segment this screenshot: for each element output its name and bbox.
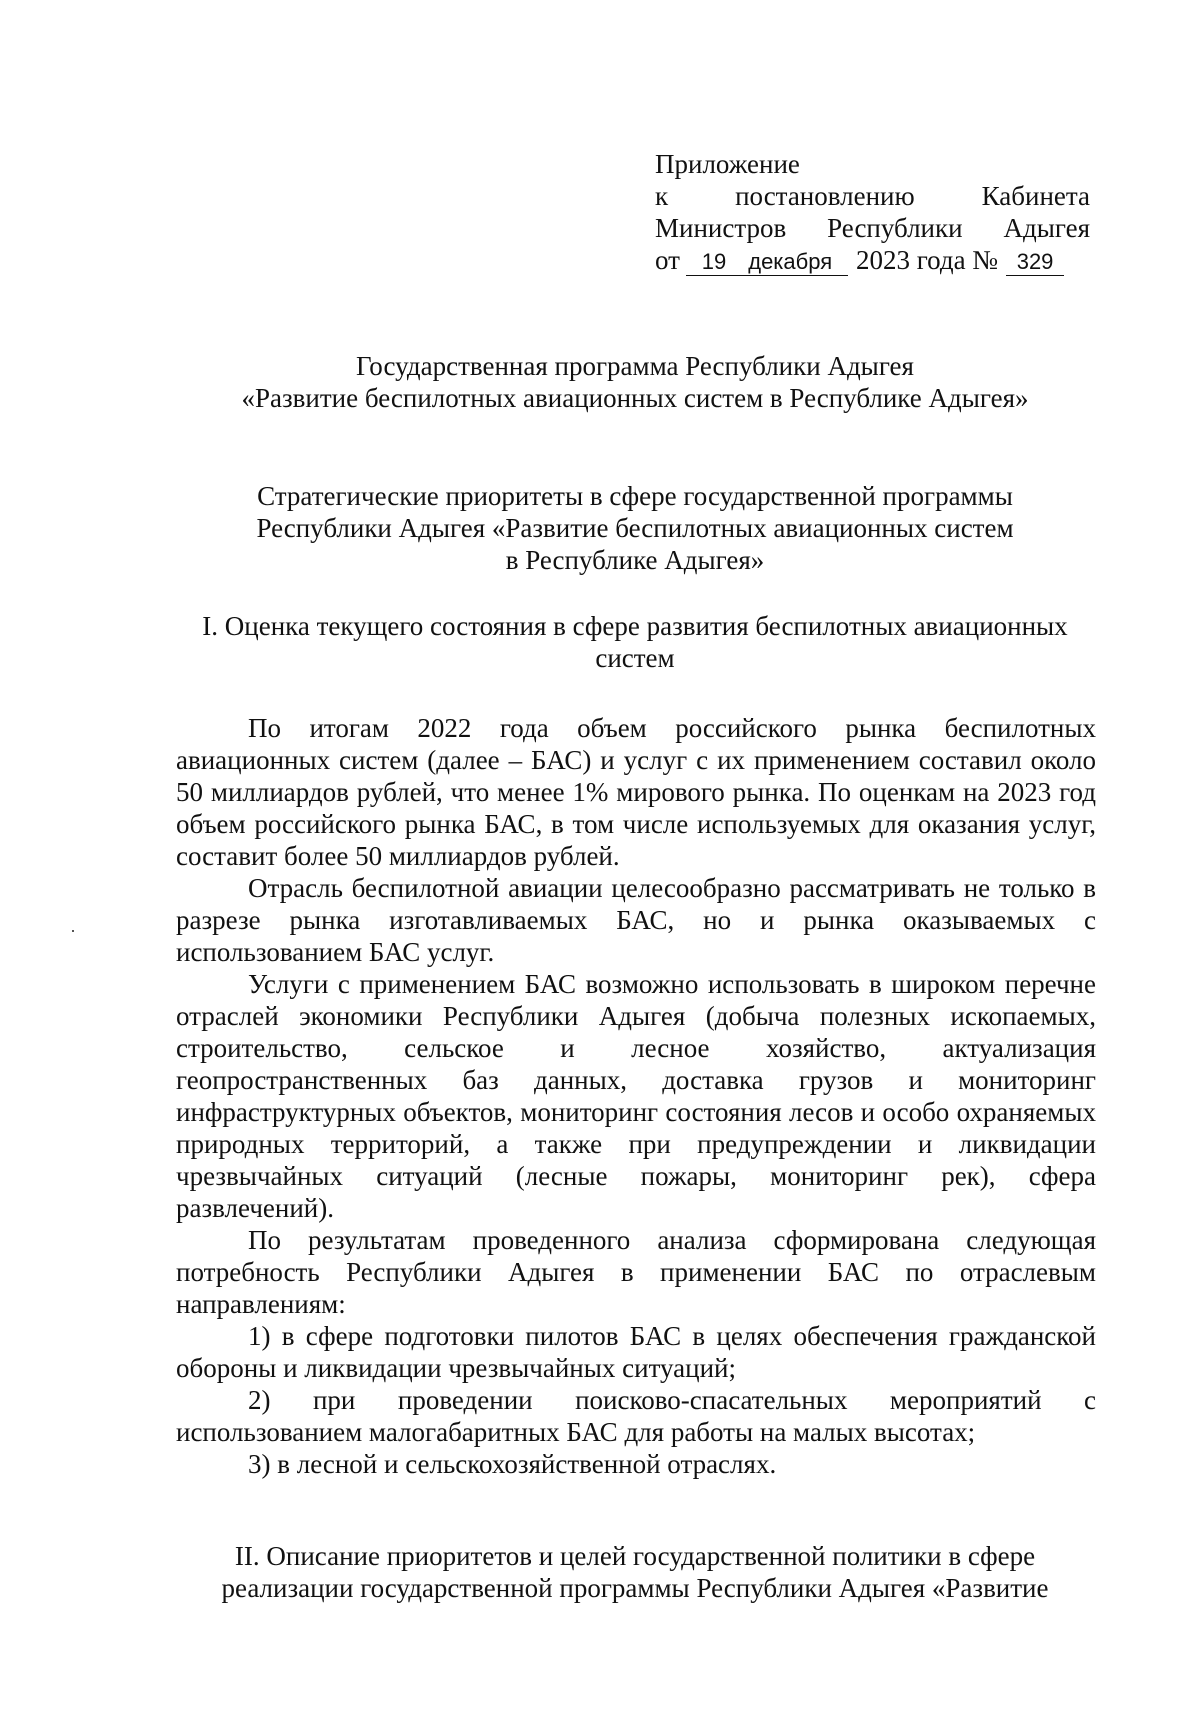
date-month: декабря	[748, 249, 833, 274]
strategic-priorities-title: Стратегические приоритеты в сфере государственной программы Республики Адыгея «Развитие беспилотных авиационных систем в Республике Адыгея»	[256, 481, 1014, 575]
list-item: 3) в лесной и сельскохозяйственной отраслях.	[248, 1449, 777, 1479]
date-day: 19	[701, 249, 727, 274]
appendix-header	[655, 148, 1090, 276]
appendix-title: Приложение	[655, 149, 800, 179]
paragraph: Отрасль беспилотной авиации целесообразно рассматривать не только в разрезе рынка изготавливаемых БАС, но и рынка оказываемых с использованием БАС услуг.	[176, 873, 1096, 967]
scan-artifact	[72, 930, 74, 932]
resolution-number: 329	[1006, 249, 1064, 276]
list-item: 1) в сфере подготовки пилотов БАС в целях обеспечения гражданской обороны и ликвидации чрезвычайных ситуаций;	[176, 1321, 1096, 1383]
section-2-title: II. Описание приоритетов и целей государственной политики в сфере реализации государственной программы Республики Адыгея «Развитие	[221, 1541, 1049, 1603]
section-1-body	[176, 712, 1096, 1480]
paragraph: По итогам 2022 года объем российского рынка беспилотных авиационных систем (далее – БАС) и услуг с их применением составил около 50 миллиардов рублей, что менее 1% мирового рынка. По оценкам на 2023 год объем российского рынка БАС, в том числе используемых для оказания услуг, составит более 50 миллиардов рублей.	[176, 713, 1096, 871]
program-title: Государственная программа Республики Адыгея «Развитие беспилотных авиационных систем в Республике Адыгея»	[241, 351, 1029, 413]
paragraph: Услуги с применением БАС возможно использовать в широком перечне отраслей экономики Республики Адыгея (добыча полезных ископаемых, строительство, сельское и лесное хозяйство, актуализация геопространственных баз данных, доставка грузов и мониторинг инфраструктурных объектов, мониторинг состояния лесов и особо охраняемых природных территорий, а также при предупреждении и ликвидации чрезвычайных ситуаций (лесные пожары, мониторинг рек), сфера развлечений).	[176, 969, 1096, 1223]
date-field	[686, 249, 848, 276]
appendix-line-3: Министров Республики Адыгея	[655, 213, 1090, 243]
list-item: 2) при проведении поисково-спасательных мероприятий с использованием малогабаритных БАС для работы на малых высотах;	[176, 1385, 1096, 1447]
section-1-title: I. Оценка текущего состояния в сфере развития беспилотных авиационных систем	[202, 611, 1068, 673]
appendix-line-2: к постановлению Кабинета	[655, 181, 1090, 211]
paragraph: По результатам проведенного анализа сформирована следующая потребность Республики Адыгея в применении БАС по отраслевым направлениям:	[176, 1225, 1096, 1319]
appendix-date-line: от 19 декабря 2023 года № 329	[655, 244, 1090, 276]
date-year: 2023 года №	[855, 245, 999, 275]
